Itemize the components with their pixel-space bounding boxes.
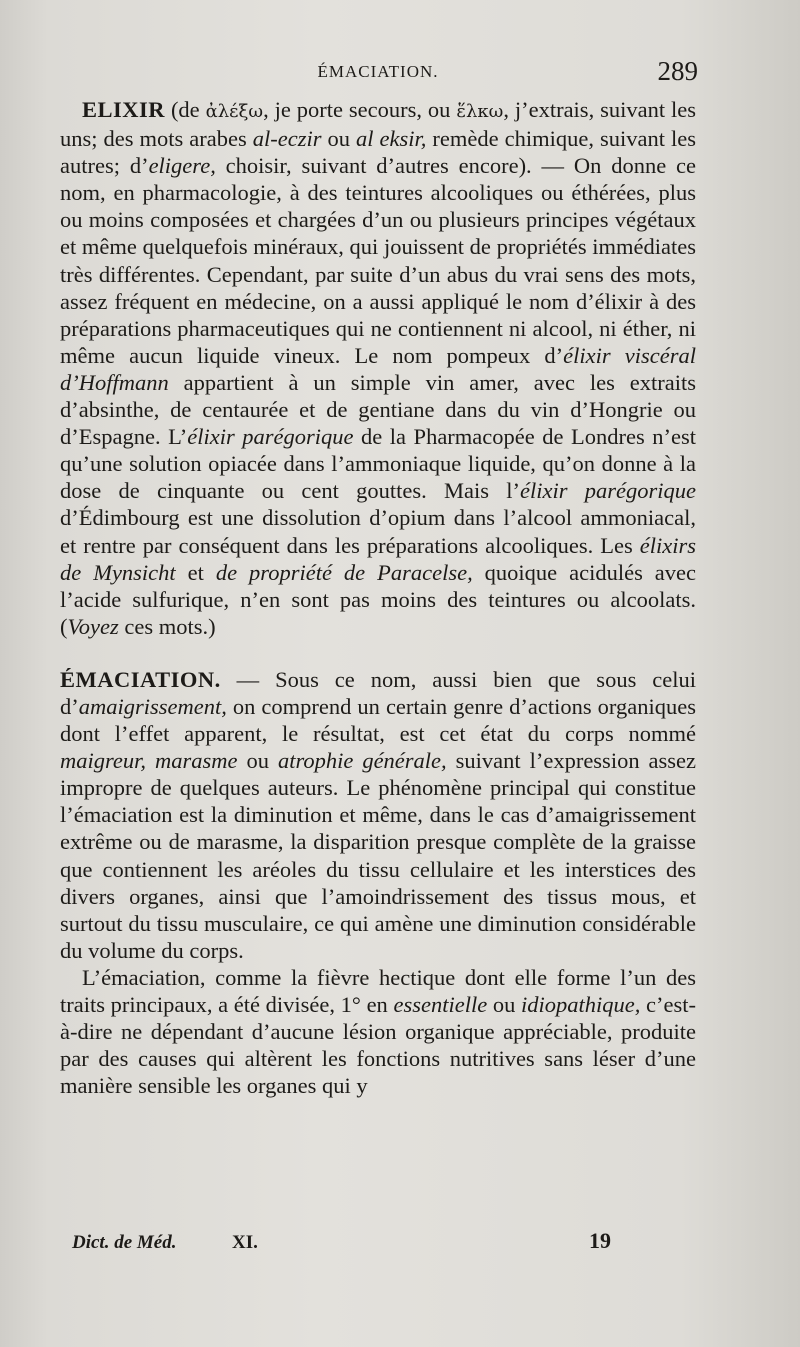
- italic-term: Voyez: [67, 613, 119, 639]
- italic-term: élixir parégorique: [187, 424, 354, 450]
- page-header: [60, 56, 698, 92]
- text-run: appartient à un simple vin amer, avec les extraits d’absinthe, de centaurée et de gentiane dans du vin d’Hongrie ou d’Espagne. L’: [60, 369, 696, 450]
- italic-term: maigreur, marasme: [60, 748, 238, 774]
- emaciation-paragraph-2: [60, 964, 696, 1099]
- text-run: suivant l’expression assez impropre de quelques auteurs. Le phénomène principal qui constitue l’émaciation est la diminution et même, dans le cas d’amaigrissement extrême ou de marasme, la disparition presque complète de la graisse que contiennent les aréoles du tissu cellulaire et les interstices des divers organes, ainsi que l’amoindrissement des tissus mous, et surtout du tissu musculaire, ce qui amène une diminution considérable du volume du corps.: [60, 748, 696, 963]
- page-footer: [72, 1228, 672, 1260]
- italic-term: al eksir,: [356, 126, 427, 152]
- headword-elixir: ELIXIR: [82, 97, 166, 122]
- footer-signature-mark: 19: [589, 1228, 611, 1253]
- page-number: 289: [657, 56, 698, 86]
- text-run: ou: [237, 748, 278, 774]
- entry-elixir: [60, 96, 696, 640]
- headword-emaciation: ÉMACIATION.: [60, 666, 221, 692]
- italic-term: atrophie générale,: [277, 748, 447, 774]
- body-text: [60, 96, 696, 1099]
- greek-word: ἕλκω: [456, 101, 504, 122]
- text-run: quoique acidulés avec l’acide sulfurique, n’en sont pas moins des teintures ou alcoolats. (: [60, 559, 696, 639]
- italic-term: al-eczir: [252, 126, 322, 152]
- entry-emaciation: [60, 666, 696, 964]
- text-run: (de: [165, 97, 206, 122]
- italic-term: élixir parégorique: [520, 478, 696, 504]
- text-run: on comprend un certain genre d’actions organiques dont l’effet apparent, le résultat, est cet état du corps nommé: [60, 693, 696, 747]
- italic-term: de propriété de Paracelse,: [215, 559, 473, 585]
- text-run: , j’extrais, suivant les uns; des mots arabes: [60, 97, 696, 152]
- text-run: et: [175, 559, 216, 585]
- italic-term: eligere,: [148, 153, 216, 179]
- italic-term: élixir viscéral d’Hoffmann: [60, 342, 696, 395]
- italic-term: amaigrissement,: [78, 693, 227, 719]
- italic-term: idiopathique,: [521, 992, 641, 1017]
- greek-word: ἀλέξω: [205, 101, 264, 122]
- text-run: — Sous ce nom, aussi bien que sous celui d’: [60, 666, 696, 719]
- text-run: L’émaciation, comme la fièvre hectique dont elle forme l’un des traits principaux, a été divisée, 1° en: [60, 964, 696, 1017]
- running-title: ÉMACIATION.: [317, 62, 439, 81]
- text-run: ou: [321, 126, 357, 152]
- italic-term: essentielle: [393, 992, 488, 1017]
- text-run: de la Pharmacopée de Londres n’est qu’une solution opiacée dans l’ammoniaque liquide, qu’on donne à la dose de cinquante ou cent gouttes. Mais l’: [60, 424, 696, 504]
- text-run: remède chimique, suivant les autres; d’: [60, 126, 697, 179]
- text-run: ou: [487, 992, 521, 1017]
- italic-term: élixirs de Mynsicht: [60, 532, 696, 585]
- footer-volume: XI.: [232, 1232, 258, 1253]
- text-run: , je porte secours, ou: [263, 97, 457, 122]
- text-run: c’est-à-dire ne dépendant d’aucune lésion organique appréciable, produite par des causes qui altèrent les fonctions nutritives sans léser d’une manière sensible les organes qui y: [60, 992, 696, 1099]
- footer-dictionary-title: Dict. de Méd.: [72, 1232, 177, 1253]
- text-run: choisir, suivant d’autres encore). — On donne ce nom, en pharmacologie, à des teintures alcooliques ou éthérées, plus ou moins composées et chargées d’un ou plusieurs principes végétaux et même quelquefois minéraux, qui jouissent de propriétés immédiates très différentes. Cependant, par suite d’un abus du vrai sens des mots, assez fréquent en médecine, on a aussi appliqué le nom d’élixir à des préparations pharmaceutiques qui ne contiennent ni alcool, ni éther, ni même aucun liquide vineux. Le nom pompeux d’: [60, 153, 697, 368]
- text-run: ces mots.): [118, 613, 216, 639]
- text-run: d’Édimbourg est une dissolution d’opium dans l’alcool ammoniacal, et rentre par conséquent dans les préparations alcooliques. Les: [60, 505, 696, 558]
